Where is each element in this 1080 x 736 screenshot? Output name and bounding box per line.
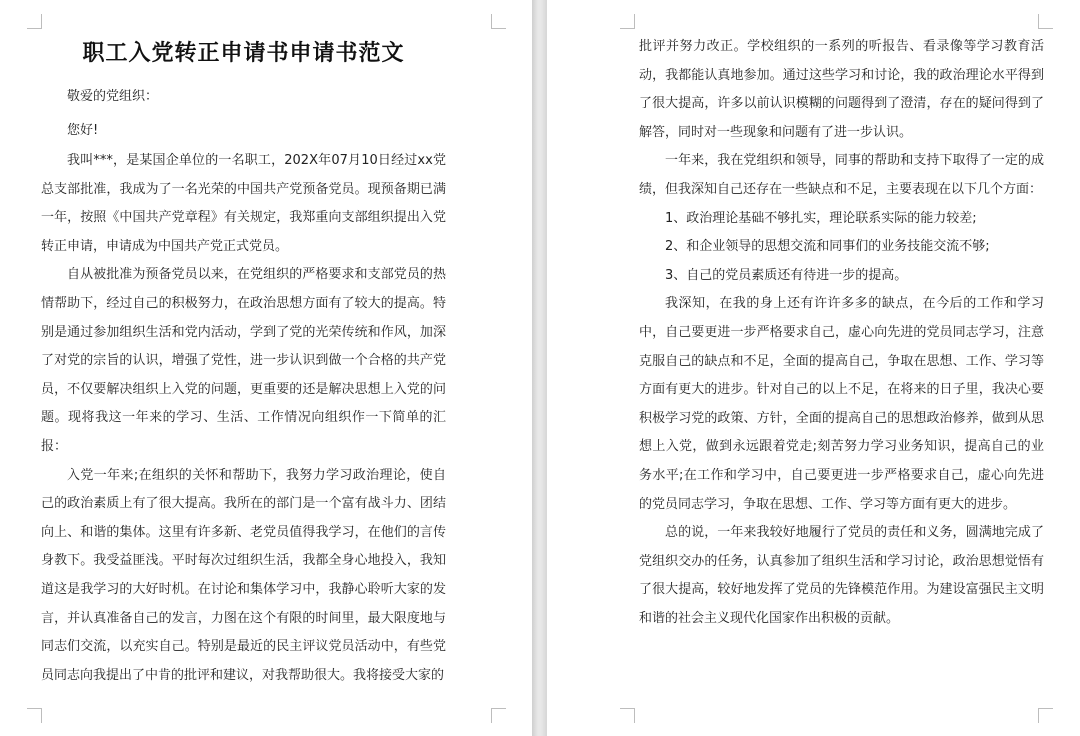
paragraph: 总的说，一年来我较好地履行了党员的责任和义务，圆满地完成了党组织交办的任务，认真参加了组织生活和学习讨论，政治思想觉悟有了很大提高，较好地发挥了党员的先锋模范作用。为建设富强民主文明和谐的社会主义现代化国家作出积极的贡献。 [639, 525, 1044, 626]
list-item: 1、政治理论基础不够扎实，理论联系实际的能力较差; [665, 210, 977, 226]
page-margin-mark [1038, 14, 1053, 29]
page-margin-mark [27, 14, 42, 29]
paragraph: 批评并努力改正。学校组织的一系列的听报告、看录像等学习教育活动，我都能认真地参加。通过这些学习和讨论，我的政治理论水平得到了很大提高，许多以前认识模糊的问题得到了澄清，存在的疑问得到了解答，同时对一些现象和问题有了进一步认识。 [639, 39, 1044, 140]
document-page-right [547, 0, 1080, 736]
greeting-block [41, 80, 446, 148]
list-item: 3、自己的党员素质还有待进一步的提高。 [665, 267, 908, 283]
list-item: 2、和企业领导的思想交流和同事们的业务技能交流不够; [665, 239, 990, 255]
page-margin-mark [620, 708, 635, 723]
page-gap [532, 0, 547, 736]
paragraph: 自从被批准为预备党员以来，在党组织的严格要求和支部党员的热情帮助下，经过自己的积极努力，在政治思想方面有了较大的提高。特别是通过参加组织生活和党内活动，学到了党的光荣传统和作风，加深了对党的宗旨的认识，增强了党性，进一步认识到做一个合格的共产党员，不仅要解决组织上入党的问题，更重要的还是解决思想上入党的问题。现将我这一年来的学习、生活、工作情况向组织作一下简单的汇报： [41, 267, 446, 454]
right-page-body [639, 33, 1044, 633]
salutation: 敬爱的党组织： [67, 89, 159, 104]
paragraph: 入党一年来;在组织的关怀和帮助下，我努力学习政治理论，使自己的政治素质上有了很大提高。我所在的部门是一个富有战斗力、团结向上、和谐的集体。这里有许多新、老党员值得我学习，在他们的言传身教下。我受益匪浅。平时每次过组织生活，我都全身心地投入，我知道这是我学习的大好时机。在讨论和集体学习中，我静心聆听大家的发言，并认真准备自己的发言，力图在这个有限的时间里，最大限度地与同志们交流，以充实自己。特别是最近的民主评议党员活动中，有些党员同志向我提出了中肯的批评和建议，对我帮助很大。我将接受大家的 [41, 467, 446, 683]
page-margin-mark [491, 708, 506, 723]
paragraph: 一年来，我在党组织和领导，同事的帮助和支持下取得了一定的成绩，但我深知自己还存在一些缺点和不足，主要表现在以下几个方面： [639, 153, 1044, 197]
document-page-left [0, 0, 532, 736]
page-margin-mark [27, 708, 42, 723]
paragraph: 我深知，在我的身上还有许许多多的缺点，在今后的工作和学习中，自己要更进一步严格要求自己，虚心向先进的党员同志学习，注意克服自己的缺点和不足，全面的提高自己，争取在思想、工作、学习等方面有更大的进步。针对自己的以上不足，在将来的日子里，我决心要积极学习党的政策、方针，全面的提高自己的思想政治修养，做到从思想上入党，做到永远跟着党走;刻苦努力学习业务知识，提高自己的业务水平;在工作和学习中，自己要更进一步严格要求自己，虚心向先进的党员同志学习，争取在思想、工作、学习等方面有更大的进步。 [639, 296, 1044, 512]
paragraph: 我叫***，是某国企单位的一名职工，202X年07月10日经过xx党总支部批准，我成为了一名光荣的中国共产党预备党员。现预备期已满一年，按照《中国共产党章程》有关规定，我郑重向支部组织提出入党转正申请，申请成为中国共产党正式党员。 [41, 153, 446, 254]
page-margin-mark [1038, 708, 1053, 723]
left-page-body [41, 147, 446, 690]
document-title: 职工入党转正申请书申请书范文 [82, 40, 405, 66]
greeting: 您好! [67, 123, 99, 138]
page-margin-mark [491, 14, 506, 29]
page-margin-mark [620, 14, 635, 29]
